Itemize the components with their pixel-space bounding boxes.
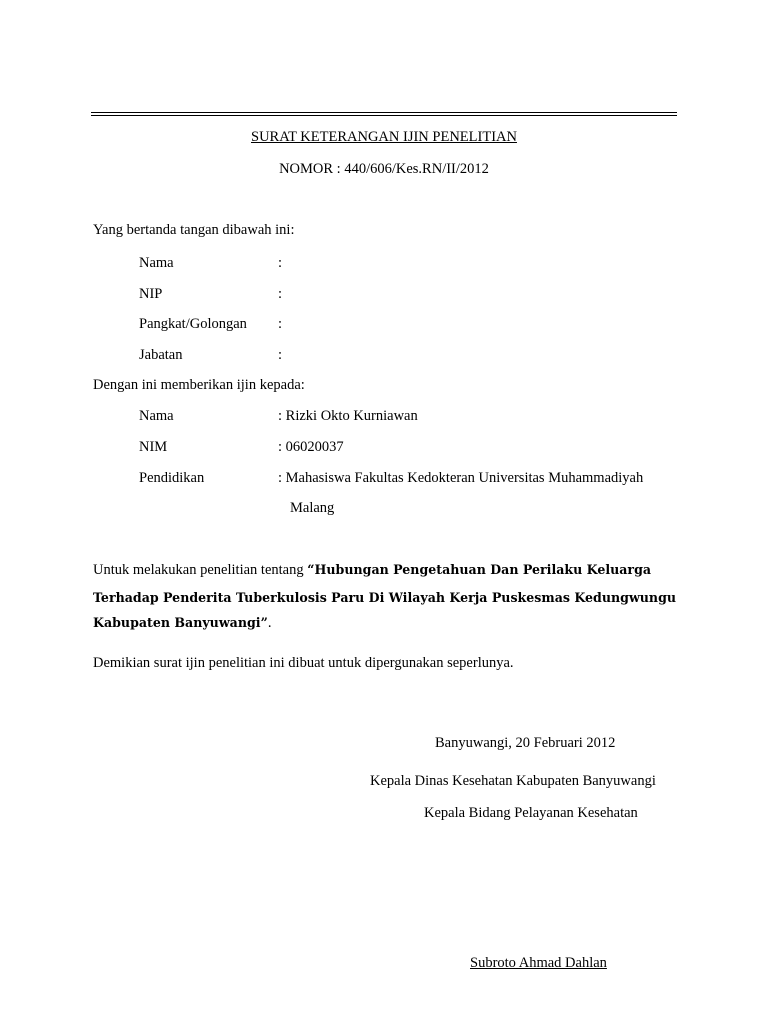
header-rule-top — [91, 112, 677, 113]
closing-statement: Demikian surat ijin penelitian ini dibuat untuk dipergunakan seperlunya. — [93, 655, 514, 671]
field-label: Pendidikan — [139, 470, 205, 486]
field-value: : — [278, 316, 283, 332]
field-label: Nama — [139, 255, 174, 271]
research-title-part-2: Terhadap Penderita Tuberkulosis Paru Di Wilayah Kerja Puskesmas Kedungwungu — [93, 590, 677, 605]
field-value: : Rizki Okto Kurniawan — [278, 408, 418, 424]
field-label: Jabatan — [139, 347, 183, 363]
purpose-line-1 — [93, 561, 651, 579]
office-line-1: Kepala Dinas Kesehatan Kabupaten Banyuwangi — [370, 773, 656, 789]
field-label: NIM — [139, 439, 168, 455]
research-title-part-3: Kabupaten Banyuwangi” — [93, 615, 268, 630]
field-value-continuation: Malang — [290, 500, 335, 516]
signer-intro: Yang bertanda tangan dibawah ini: — [93, 222, 295, 238]
document-title: SURAT KETERANGAN IJIN PENELITIAN — [251, 129, 517, 145]
field-label: Nama — [139, 408, 174, 424]
place-date: Banyuwangi, 20 Februari 2012 — [435, 735, 616, 751]
field-label: Pangkat/Golongan — [139, 316, 247, 332]
field-value: : 06020037 — [278, 439, 344, 455]
signer-name: Subroto Ahmad Dahlan — [470, 955, 607, 971]
field-value: : — [278, 347, 283, 363]
purpose-lead: Untuk melakukan penelitian tentang — [93, 562, 308, 578]
field-label: NIP — [139, 286, 163, 302]
field-value: : — [278, 286, 283, 302]
grant-intro: Dengan ini memberikan ijin kepada: — [93, 377, 305, 393]
field-value: : Mahasiswa Fakultas Kedokteran Universitas Muhammadiyah — [278, 470, 644, 486]
field-value: : — [278, 255, 283, 271]
office-line-2: Kepala Bidang Pelayanan Kesehatan — [424, 805, 638, 821]
research-title-part-1: “Hubungan Pengetahuan Dan Perilaku Keluarga — [307, 562, 652, 577]
document-number: NOMOR : 440/606/Kes.RN/II/2012 — [279, 161, 489, 177]
purpose-line-3 — [93, 614, 271, 632]
header-rule-bottom — [91, 115, 677, 116]
purpose-end: . — [267, 615, 272, 631]
